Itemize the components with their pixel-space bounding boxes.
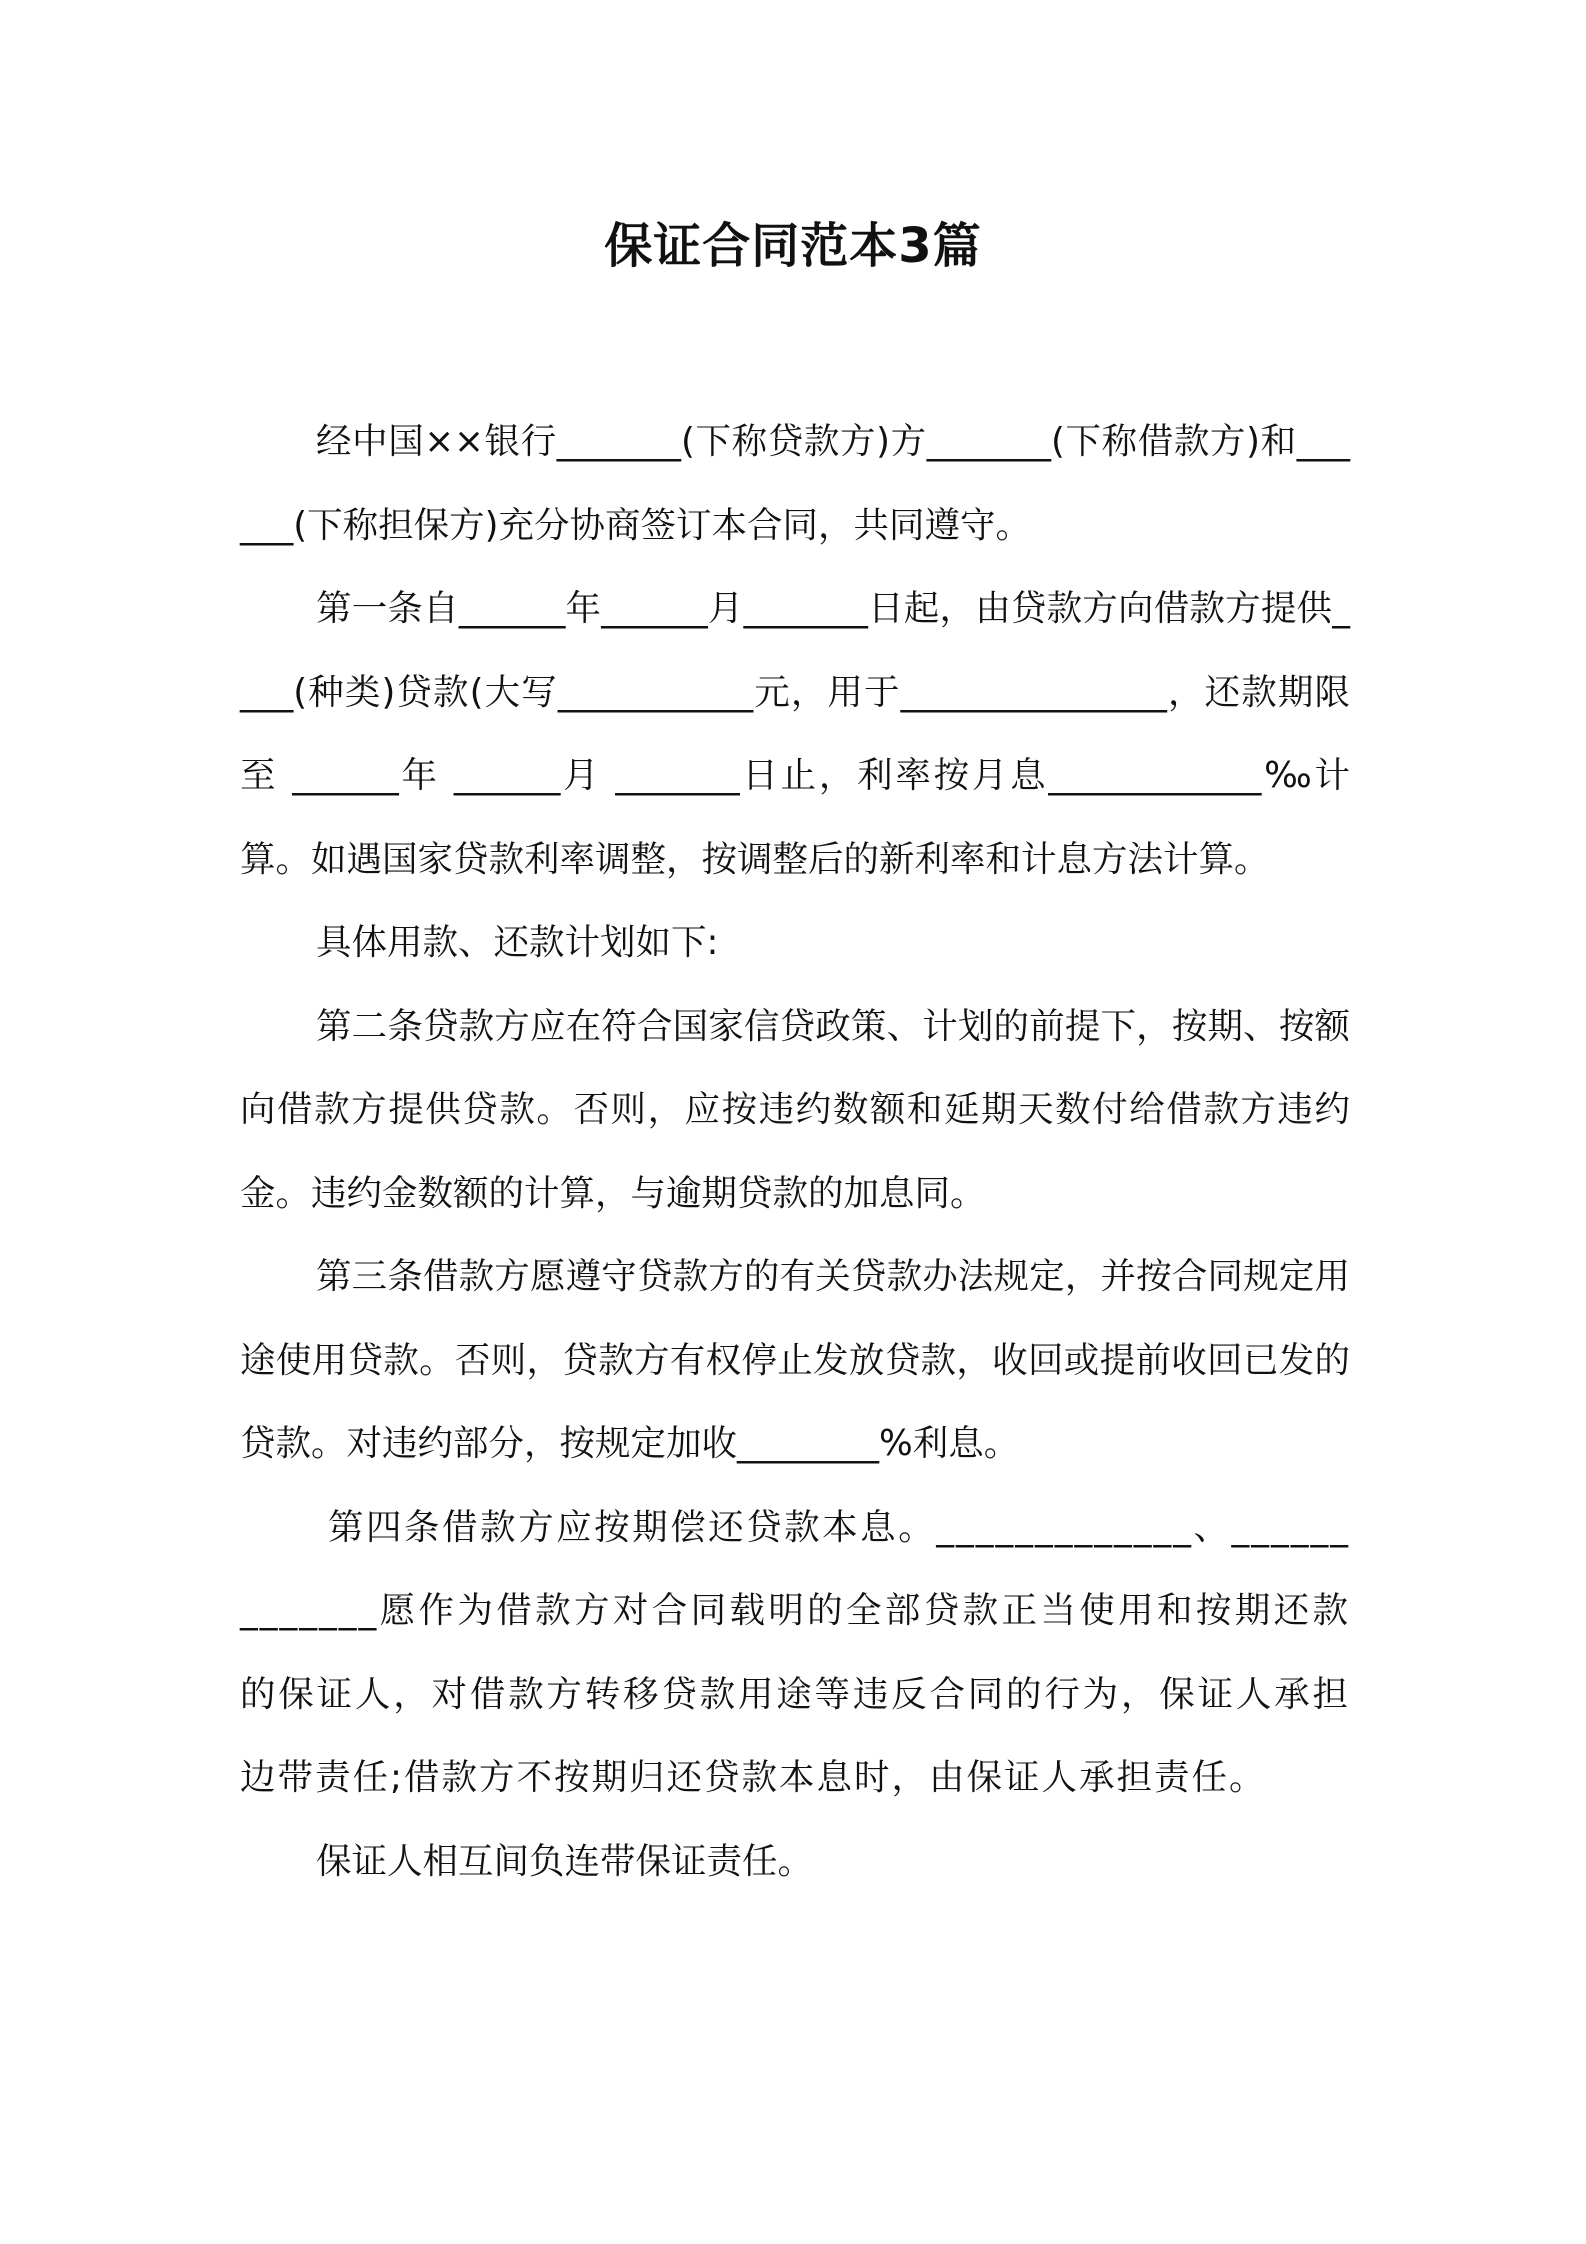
paragraph-article-1: 第一条自______年______月_______日起，由贷款方向借款方提供____(种类)贷款(大写___________元，用于_______________，还款期限至 ______年 ______月 _______日止，利率按月息____________‰计算。如遇国家贷款利率调整，按调整后的新利率和计息方法计算。 <box>240 588 1350 880</box>
paragraph-article-3: 第三条借款方愿遵守贷款方的有关贷款办法规定，并按合同规定用途使用贷款。否则，贷款方有权停止发放贷款，收回或提前收回已发的贷款。对违约部分，按规定加收________%利息。 <box>240 1256 1350 1464</box>
paragraph-repayment-plan: 具体用款、还款计划如下: <box>316 922 719 963</box>
document-body <box>240 400 1350 1903</box>
paragraph-article-4: 第四条借款方应按期偿还贷款本息。_____________、_____________愿作为借款方对合同载明的全部贷款正当使用和按期还款的保证人，对借款方转移贷款用途等违反合同的行为，保证人承担边带责任;借款方不按期归还贷款本息时，由保证人承担责任。 <box>240 1506 1350 1798</box>
document-title: 保证合同范本3篇 <box>604 218 982 274</box>
paragraph-intro: 经中国××银行_______(下称贷款方)方_______(下称借款方)和______(下称担保方)充分协商签订本合同，共同遵守。 <box>240 421 1350 546</box>
paragraph-article-2: 第二条贷款方应在符合国家信贷政策、计划的前提下，按期、按额向借款方提供贷款。否则，应按违约数额和延期天数付给借款方违约金。违约金数额的计算，与逾期贷款的加息同。 <box>240 1005 1350 1214</box>
paragraph-joint-liability: 保证人相互间负连带保证责任。 <box>316 1840 814 1882</box>
